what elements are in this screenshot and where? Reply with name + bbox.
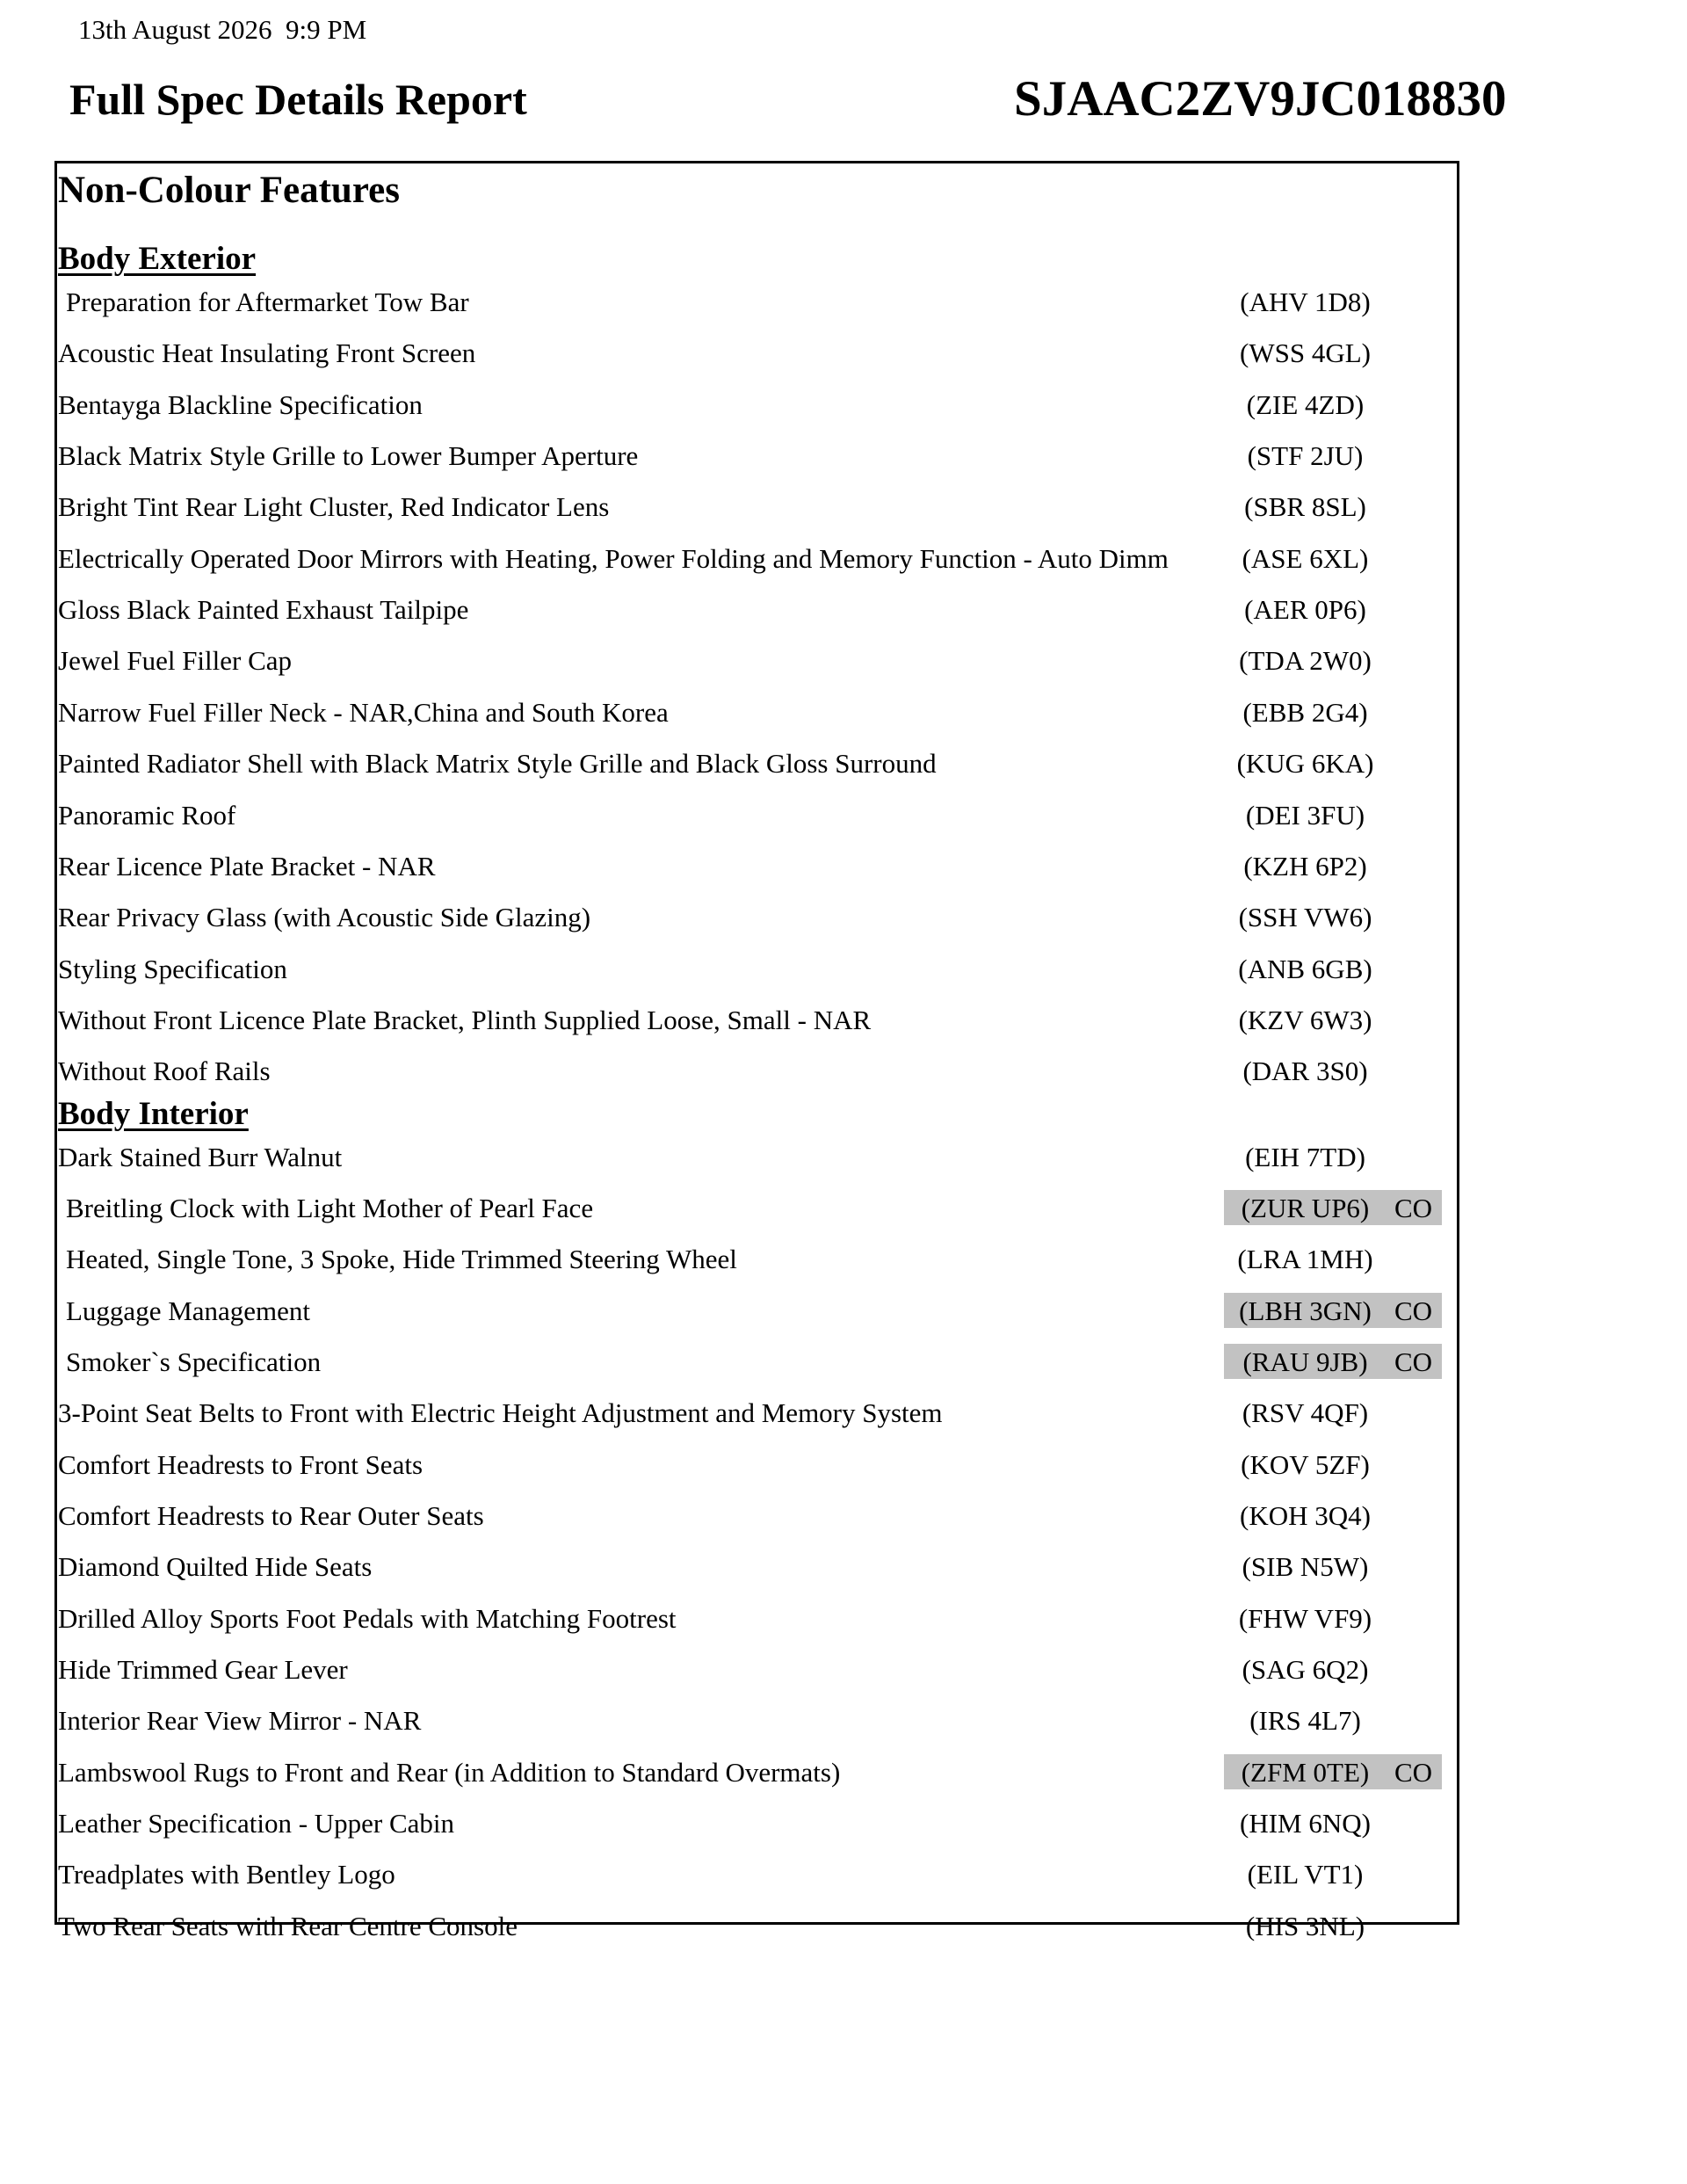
option-code: (EBB 2G4) [1242,697,1368,728]
subsection-title: Body Interior [58,1095,249,1132]
code-cell [1224,1395,1442,1430]
option-code: (ZIE 4ZD) [1246,389,1365,420]
option-code: (TDA 2W0) [1239,645,1372,676]
feature-name: Breitling Clock with Light Mother of Pearl Face [66,1193,594,1223]
feature-row [57,1187,1457,1230]
report-title: Full Spec Details Report [69,75,527,124]
feature-row [57,1341,1457,1383]
feature-row [57,640,1457,682]
feature-name: Rear Privacy Glass (with Acoustic Side Glazing) [58,902,591,932]
feature-name: Preparation for Aftermarket Tow Bar [66,287,469,317]
feature-name: Rear Licence Plate Bracket - NAR [58,851,436,882]
feature-row [57,1238,1457,1281]
feature-row [57,795,1457,837]
code-cell [1224,1053,1442,1088]
feature-row [57,1290,1457,1332]
code-cell [1224,591,1442,627]
code-cell [1224,489,1442,524]
option-code: (SSH VW6) [1238,902,1372,932]
option-code: (AHV 1D8) [1240,287,1371,317]
code-cell [1224,694,1442,729]
option-code: (ZFM 0TE) [1241,1757,1370,1788]
option-code: (AER 0P6) [1244,594,1366,625]
option-flag: CO [1394,1295,1433,1326]
feature-row [57,435,1457,477]
option-flag: CO [1394,1193,1433,1223]
feature-row [57,845,1457,888]
code-cell [1224,848,1442,883]
option-code: (HIS 3NL) [1245,1911,1365,1941]
feature-name: Styling Specification [58,954,287,984]
feature-row [57,1598,1457,1640]
code-cell [1224,797,1442,832]
feature-row [57,1050,1457,1092]
feature-row [57,281,1457,323]
feature-name: Diamond Quilted Hide Seats [58,1551,373,1582]
feature-row [57,692,1457,734]
feature-row [57,896,1457,939]
option-code: (KZV 6W3) [1238,1005,1372,1035]
option-code: (RAU 9JB) [1242,1346,1368,1377]
feature-row [57,1444,1457,1486]
option-flag: CO [1394,1757,1433,1788]
feature-row [57,486,1457,528]
option-code: (KOH 3Q4) [1240,1500,1371,1531]
code-cell [1224,1805,1442,1840]
code-cell [1224,541,1442,576]
feature-name: Comfort Headrests to Rear Outer Seats [58,1500,484,1531]
feature-name: Lambswool Rugs to Front and Rear (in Addition to Standard Overmats) [58,1757,841,1788]
feature-name: Gloss Black Painted Exhaust Tailpipe [58,594,469,625]
feature-name: Bentayga Blackline Specification [58,389,423,420]
feature-name: Narrow Fuel Filler Neck - NAR,China and South Korea [58,697,669,728]
option-code: (EIL VT1) [1247,1859,1364,1890]
feature-name: Heated, Single Tone, 3 Spoke, Hide Trimmed Steering Wheel [66,1244,737,1274]
feature-name: Electrically Operated Door Mirrors with Heating, Power Folding and Memory Function - Auto Dimm [58,543,1169,574]
feature-row [57,1854,1457,1896]
feature-name: Hide Trimmed Gear Lever [58,1654,348,1685]
code-cell [1224,1447,1442,1482]
option-code: (DEI 3FU) [1245,800,1365,831]
feature-row [57,1649,1457,1691]
highlighted-code-cell [1224,1344,1442,1379]
feature-name: Jewel Fuel Filler Cap [58,645,293,676]
feature-name: Comfort Headrests to Front Seats [58,1449,424,1480]
feature-row [57,1136,1457,1179]
feature-name: Acoustic Heat Insulating Front Screen [58,337,476,368]
feature-row [57,1700,1457,1742]
feature-name: Two Rear Seats with Rear Centre Console [58,1911,518,1941]
option-code: (HIM 6NQ) [1240,1808,1371,1839]
feature-name: Without Front Licence Plate Bracket, Plinth Supplied Loose, Small - NAR [58,1005,872,1035]
code-cell [1224,899,1442,934]
feature-name: Treadplates with Bentley Logo [58,1859,395,1890]
code-cell [1224,1702,1442,1738]
code-cell [1224,1600,1442,1636]
highlighted-code-cell [1224,1293,1442,1328]
feature-row [57,589,1457,631]
feature-row [57,1546,1457,1588]
option-code: (SBR 8SL) [1244,491,1366,522]
option-code: (RSV 4QF) [1242,1397,1369,1428]
feature-name: Leather Specification - Upper Cabin [58,1808,455,1839]
feature-row [57,999,1457,1041]
feature-row [57,1905,1457,1948]
option-code: (WSS 4GL) [1240,337,1371,368]
spec-table [54,161,1459,1941]
feature-row [57,1495,1457,1537]
code-cell [1224,284,1442,319]
feature-name: Painted Radiator Shell with Black Matrix Style Grille and Black Gloss Surround [58,748,937,779]
feature-name: Smoker`s Specification [66,1346,322,1377]
feature-name: Interior Rear View Mirror - NAR [58,1705,422,1736]
option-code: (IRS 4L7) [1249,1705,1361,1736]
feature-name: Without Roof Rails [58,1056,271,1086]
feature-name: Black Matrix Style Grille to Lower Bumper Aperture [58,440,639,471]
option-code: (LBH 3GN) [1239,1295,1372,1326]
highlighted-code-cell [1224,1754,1442,1789]
feature-name: Panoramic Roof [58,800,236,831]
code-cell [1224,1856,1442,1891]
option-code: (ZUR UP6) [1241,1193,1370,1223]
option-code: (EIH 7TD) [1245,1142,1365,1172]
code-cell [1224,438,1442,473]
option-code: (ANB 6GB) [1238,954,1372,984]
code-cell [1224,1549,1442,1584]
option-code: (KUG 6KA) [1236,748,1374,779]
feature-row [57,1392,1457,1434]
code-cell [1224,951,1442,986]
feature-name: Dark Stained Burr Walnut [58,1142,343,1172]
option-code: (DAR 3S0) [1242,1056,1368,1086]
section-title: Non-Colour Features [58,170,400,211]
option-code: (KZH 6P2) [1243,851,1367,882]
feature-row [57,538,1457,580]
option-code: (SIB N5W) [1242,1551,1369,1582]
vin-number: SJAAC2ZV9JC018830 [1014,71,1507,127]
option-code: (LRA 1MH) [1237,1244,1373,1274]
subsection-title: Body Exterior [58,241,257,277]
highlighted-code-cell [1224,1190,1442,1225]
feature-name: Drilled Alloy Sports Foot Pedals with Matching Footrest [58,1603,677,1634]
feature-row [57,332,1457,374]
option-code: (FHW VF9) [1238,1603,1372,1634]
feature-row [57,948,1457,990]
code-cell [1224,335,1442,370]
option-flag: CO [1394,1346,1433,1377]
code-cell [1224,1908,1442,1943]
feature-name: Luggage Management [66,1295,311,1326]
code-cell [1224,1002,1442,1037]
option-code: (ASE 6XL) [1242,543,1369,574]
feature-row [57,743,1457,785]
code-cell [1224,745,1442,780]
feature-row [57,384,1457,426]
report-timestamp: 13th August 2026 9:9 PM [78,14,367,45]
option-code: (STF 2JU) [1247,440,1364,471]
feature-name: Bright Tint Rear Light Cluster, Red Indicator Lens [58,491,610,522]
feature-row [57,1752,1457,1794]
code-cell [1224,642,1442,678]
feature-row [57,1803,1457,1845]
option-code: (KOV 5ZF) [1241,1449,1370,1480]
feature-name: 3-Point Seat Belts to Front with Electric Height Adjustment and Memory System [58,1397,943,1428]
code-cell [1224,1651,1442,1687]
option-code: (SAG 6Q2) [1242,1654,1369,1685]
code-cell [1224,1498,1442,1533]
code-cell [1224,1139,1442,1174]
code-cell [1224,387,1442,422]
code-cell [1224,1241,1442,1276]
